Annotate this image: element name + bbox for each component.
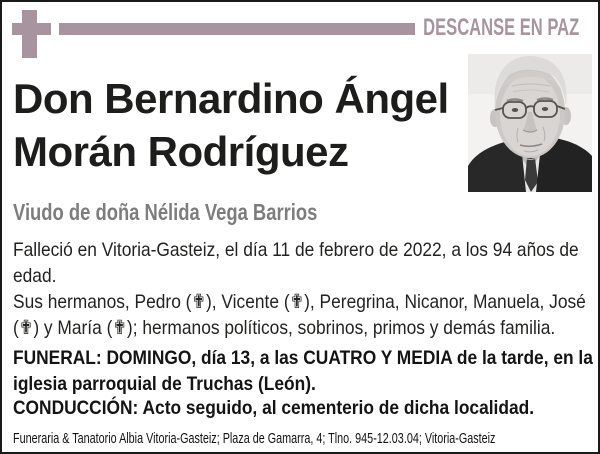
portrait-photo [468, 54, 592, 192]
deceased-name-line-1: Don Bernardino Ángel [13, 75, 449, 122]
funeral-home-footer: Funeraria & Tanatorio Albia Vitoria-Gasteiz; Plaza de Gamarra, 4; Tlno. 945-12.03.04; Vitoria-Gasteiz [13, 430, 496, 447]
death-notice-line-2: edad. [13, 265, 57, 287]
memorial-cross-icon-horizontal [12, 23, 51, 35]
death-notice-paragraph [13, 237, 579, 289]
funeral-line-1: FUNERAL: DOMINGO, día 13, a las CUATRO Y MEDIA de la tarde, en la [13, 347, 593, 369]
relationship-line: Viudo de doña Nélida Vega Barrios [13, 199, 318, 225]
funeral-line-2: iglesia parroquial de Truchas (León). [13, 373, 316, 395]
deceased-name-line-2: Morán Rodríguez [13, 128, 349, 175]
conduccion-line-1: CONDUCCIÓN: Acto seguido, al cementerio de dicha localidad. [13, 397, 535, 419]
portrait-photo-graphic [468, 54, 592, 192]
header-rule [59, 23, 415, 35]
deceased-name [13, 72, 449, 178]
funeral-paragraph [13, 345, 593, 397]
family-paragraph [13, 289, 586, 341]
rest-in-peace-label: DESCANSE EN PAZ [422, 14, 579, 41]
family-line-1: Sus hermanos, Pedro (✟), Vicente (✟), Peregrina, Nicanor, Manuela, José [13, 291, 586, 313]
death-notice-line-1: Falleció en Vitoria-Gasteiz, el día 11 de febrero de 2022, a los 94 años de [13, 239, 579, 261]
conduccion-paragraph [13, 395, 534, 421]
family-line-2: (✟) y María (✟); hermanos políticos, sobrinos, primos y demás familia. [13, 317, 556, 339]
